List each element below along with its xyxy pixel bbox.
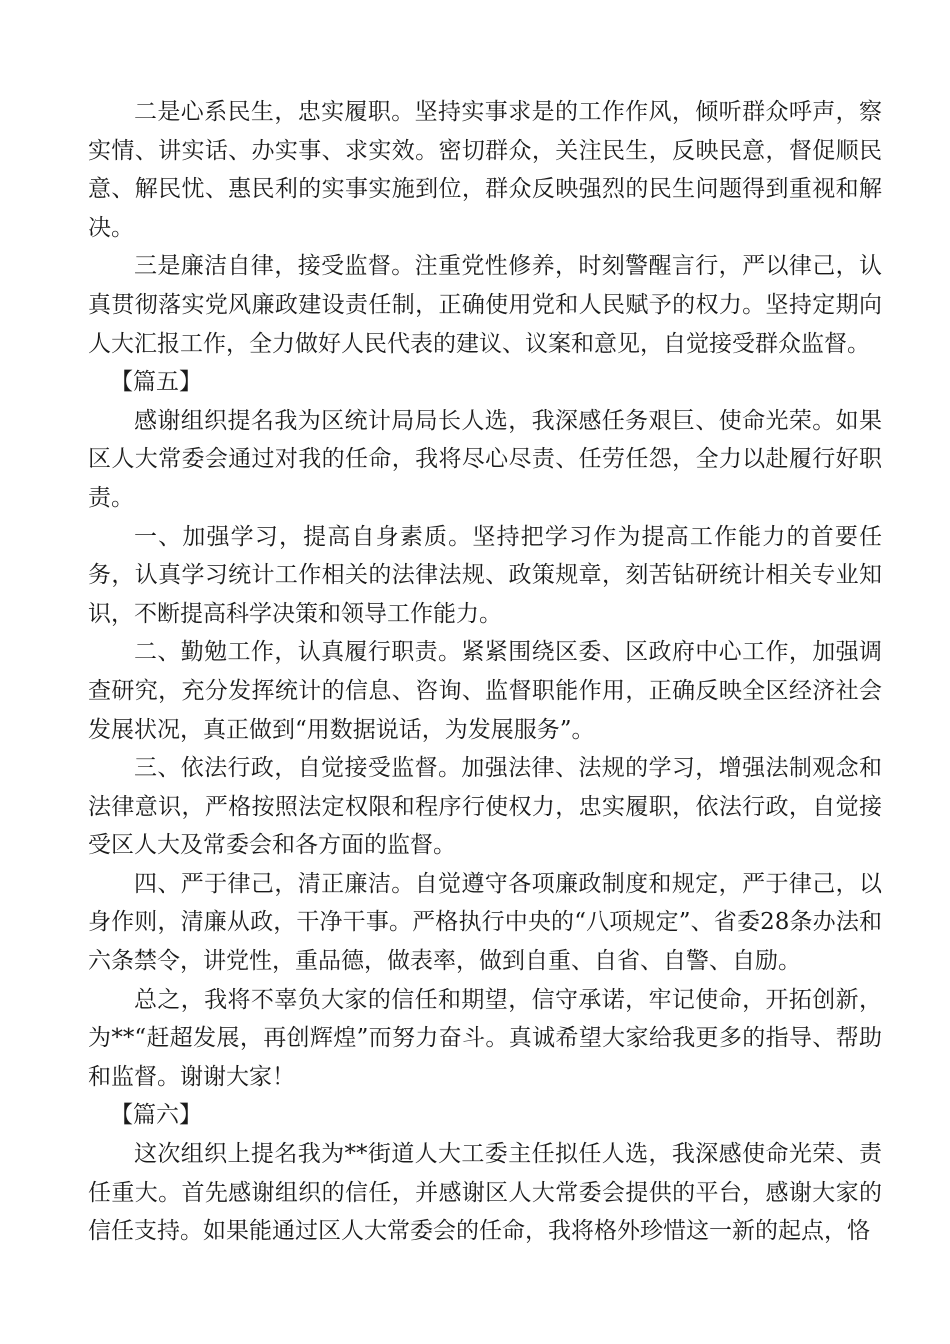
document-body: [88, 93, 882, 1251]
paragraph-point-4: 四、严于律己，清正廉洁。自觉遵守各项廉政制度和规定，严于律己，以身作则，清廉从政，干净干事。严格执行中央的“八项规定”、省委28条办法和六条禁令，讲党性，重品德，做表率，做到自重、自省、自警、自励。: [88, 870, 882, 975]
paragraph-intro-6: 这次组织上提名我为**街道人大工委主任拟任人选，我深感使命光荣、责任重大。首先感谢组织的信任，并感谢区人大常委会提供的平台，感谢大家的信任支持。如果能通过区人大常委会的任命，我将格外珍惜这一新的起点，恪: [88, 1141, 882, 1245]
paragraph-commitment-2: 二是心系民生，忠实履职。坚持实事求是的工作作风，倾听群众呼声，察实情、讲实话、办实事、求实效。密切群众，关注民生，反映民意，督促顺民意、解民忧、惠民利的实事实施到位，群众反映强烈的民生问题得到重视和解决。: [88, 99, 882, 241]
section-heading-6: 【篇六】: [110, 1102, 202, 1129]
paragraph-point-1: 一、加强学习，提高自身素质。坚持把学习作为提高工作能力的首要任务，认真学习统计工作相关的法律法规、政策规章，刻苦钻研统计相关专业知识，不断提高科学决策和领导工作能力。: [88, 523, 882, 627]
paragraph-intro-5: 感谢组织提名我为区统计局局长人选，我深感任务艰巨、使命光荣。如果区人大常委会通过对我的任命，我将尽心尽责、任劳任怨，全力以赴履行好职责。: [88, 407, 882, 511]
section-heading-5: 【篇五】: [110, 369, 202, 396]
paragraph-commitment-3: 三是廉洁自律，接受监督。注重党性修养，时刻警醒言行，严以律己，认真贯彻落实党风廉政建设责任制，正确使用党和人民赋予的权力。坚持定期向人大汇报工作，全力做好人民代表的建议、议案和意见，自觉接受群众监督。: [88, 253, 882, 357]
paragraph-conclusion-5: 总之，我将不辜负大家的信任和期望，信守承诺，牢记使命，开拓创新，为**“赶超发展，再创辉煌”而努力奋斗。真诚希望大家给我更多的指导、帮助和监督。谢谢大家！: [88, 986, 882, 1090]
paragraph-point-3: 三、依法行政，自觉接受监督。加强法律、法规的学习，增强法制观念和法律意识，严格按照法定权限和程序行使权力，忠实履职，依法行政，自觉接受区人大及常委会和各方面的监督。: [88, 755, 882, 859]
paragraph-point-2: 二、勤勉工作，认真履行职责。紧紧围绕区委、区政府中心工作，加强调查研究，充分发挥统计的信息、咨询、监督职能作用，正确反映全区经济社会发展状况，真正做到“用数据说话，为发展服务”。: [88, 639, 882, 743]
